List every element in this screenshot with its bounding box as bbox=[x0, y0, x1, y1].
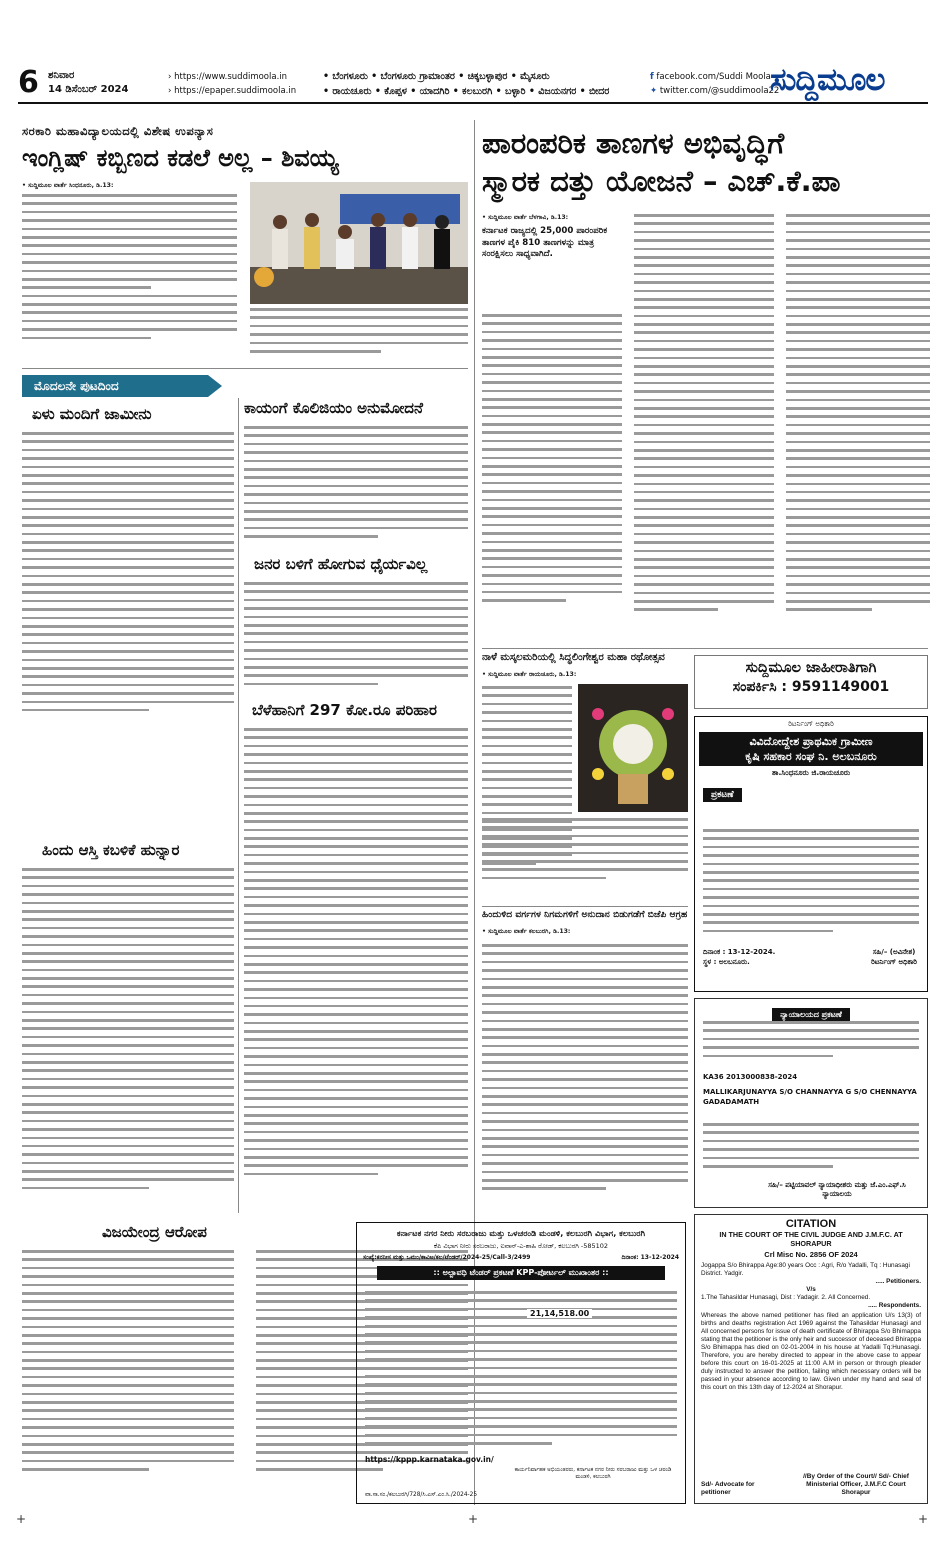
crop-mark-left: + bbox=[16, 1512, 27, 1526]
twitter-link[interactable]: ✦ twitter.com/@suddimoola22 bbox=[650, 86, 780, 96]
story-heritage-adoption bbox=[482, 124, 930, 644]
story-collegium bbox=[244, 400, 468, 550]
story-headline: ಇಂಗ್ಲಿಷ್ ಕಬ್ಬಿಣದ ಕಡಲೆ ಅಲ್ಲ – ಶಿವಯ್ಯ bbox=[22, 144, 339, 172]
facebook-link[interactable]: f facebook.com/Suddi Moola bbox=[650, 72, 771, 82]
edition-cities: • ಬೆಂಗಳೂರು • ಬೆಂಗಳೂರು ಗ್ರಾಮಾಂತರ • ಚಿಕ್ಕಬಳ್ಳಾಪುರ • ಮೈಸೂರು • ರಾಯಚೂರು • ಕೊಪ್ಪಳ • ಯಾದಗಿರಿ • ಕಲಬುರಗಿ • ಬಳ್ಳಾರಿ • ವಿಜಯನಗರ • ಬೀದರ bbox=[323, 71, 610, 97]
newspaper-logo[interactable]: ಸುದ್ದಿಮೂಲ bbox=[770, 62, 885, 98]
tender-amount: 21,14,518.00 bbox=[527, 1309, 592, 1318]
issue-date: ಶನಿವಾರ 14 ಡಿಸೆಂಬರ್ 2024 bbox=[48, 70, 129, 95]
story-hindu-property bbox=[22, 842, 234, 1214]
story-headline: ವಿಜಯೇಂದ್ರ ಆರೋಪ bbox=[102, 1223, 207, 1241]
notice-title: ವಿವಿದೋದ್ದೇಶ ಪ್ರಾಥಮಿಕ ಗ್ರಾಮೀಣ ಕೃಷಿ ಸಹಕಾರ ಸಂಘ ನಿ. ಅಲಬನೂರು bbox=[699, 732, 923, 766]
notice-badge: ನ್ಯಾಯಾಲಯದ ಪ್ರಕಟಣೆ bbox=[772, 1008, 850, 1022]
crop-mark-center: + bbox=[468, 1512, 479, 1526]
ad-phone[interactable]: 9591149001 bbox=[791, 679, 890, 695]
court-notice-kn: ನ್ಯಾಯಾಲಯದ ಪ್ರಕಟಣೆ KA36 2013000838-2024 MALLIKARJUNAYYA S/O CHANNAYYA G S/O CHENNAYYA GADADAMATH ಸಹಿ/– ಪಟ್ಟಿಯಾವಲ್ ನ್ಯಾಯಾಧೀಶರು ಮತ್ತು ಜೆ.ಎಂ.ಎಫ್.ಸಿ ನ್ಯಾಯಾಲಯ bbox=[694, 998, 928, 1208]
story-chariot-festival: ನಾಳೆ ಮಸ್ಕಲಮರಿಯಲ್ಲಿ ಸಿದ್ಧಲಿಂಗೇಶ್ವರ ಮಹಾ ರಥೋತ್ಸವ • ಸುದ್ದಿಮೂಲ ವಾರ್ತೆ ರಾಯಚೂರು, ಡಿ.13: bbox=[482, 652, 688, 902]
story-headline: ಪಾರಂಪರಿಕ ತಾಣಗಳ ಅಭಿವೃದ್ಧಿಗೆ ಸ್ಮಾರಕ ದತ್ತು ಯೋಜನೆ – ಎಚ್.ಕೆ.ಪಾ bbox=[482, 126, 841, 198]
story-headline: ಕಾಯಂಗೆ ಕೊಲಿಜಿಯಂ ಅನುಮೋದನೆ bbox=[244, 399, 423, 417]
citation-notice: CITATION IN THE COURT OF THE CIVIL JUDGE AND J.M.F.C. AT SHORAPUR Crl Misc No. 2856 OF 2024 Jogappa S/o Bhirappa Age:80 years Occ : Agri, R/o Yadalli, Tq : Hunasagi District. Yadgir. ..... Petitioners. V/s 1.The Tahasildar Hunasagi, Dist : Yadagir. 2. All Concerned. ..... Respondents. Whereas the above named petitioner has filed an application U/s 13(3) of births and deaths registration Act 1969 against the Tahasildar Hunasagi and All concerned persons for issue of death certificate of Bhirappa S/o Bhimappa stating that the petitioner is the only heir and successor of deceased Bhirappa S/o Bhimappa has died on 02-01-2004 in his house at Yadalli Tq:Hunasagi. Therefore, you are hereby directed to appear in the above case to appear before this court on 16-01-2025 at 11:00 A.M in person or through pleader duly instructed to answer the petition, failing which necessary orders will be passed in your absence according to law. Given under my hand and seal of this court on this 13th day of 12-2024 at Shorapur. Sd/- Advocate for petitioner //By Order of the Court// Sd/- Chief Ministerial Officer, J.M.F.C Court Shorapur bbox=[694, 1214, 928, 1504]
notice-badge: ಪ್ರಕಟಣೆ bbox=[703, 788, 742, 802]
story-no-courage bbox=[244, 556, 468, 696]
crop-mark-right: + bbox=[918, 1512, 929, 1526]
social-links bbox=[650, 70, 779, 98]
story-headline: ಬೆಳೆಹಾನಿಗೆ 297 ಕೋ.ರೂ ಪರಿಹಾರ bbox=[252, 701, 437, 719]
ad-phone-line: ಸಂಪರ್ಕಿಸಿ : 9591149001 bbox=[732, 679, 890, 695]
story-bjp-demand: ಹಿಂದುಳಿದ ವರ್ಗಗಳ ನಿಗಮಗಳಿಗೆ ಅನುದಾನ ಬಿಡುಗಡೆಗೆ ಬಿಜೆಪಿ ಆಗ್ರಹ • ಸುದ್ದಿಮೂಲ ವಾರ್ತೆ ಕಲಬುರಗಿ, ಡಿ.13: bbox=[482, 910, 688, 1218]
ad-contact-box[interactable] bbox=[694, 655, 928, 709]
column-divider bbox=[238, 398, 239, 1213]
event-photo bbox=[250, 182, 468, 304]
deity-photo-graphic bbox=[578, 684, 688, 812]
story-body-col2 bbox=[634, 214, 774, 644]
coop-election-notice: ರಿಟರ್ನಿಂಗ್ ಅಧಿಕಾರಿ ವಿವಿದೋದ್ದೇಶ ಪ್ರಾಥಮಿಕ ಗ್ರಾಮೀಣ ಕೃಷಿ ಸಹಕಾರ ಸಂಘ ನಿ. ಅಲಬನೂರು ತಾ.ಸಿಂಧನೂರು ಜಿ.ರಾಯಚೂರು ಪ್ರಕಟಣೆ ದಿನಾಂಕ : 13-12-2024. ಸ್ಥಳ : ಅಲಬನೂರು. ಸಹಿ/– (ಅವಿನೇಶ) ರಿಟರ್ನಿಂಗ್ ಅಧಿಕಾರಿ bbox=[694, 716, 928, 992]
photo-caption bbox=[250, 308, 468, 362]
tender-banner: :: ಅಲ್ಪಾವಧಿ ಟೆಂಡರ್ ಪ್ರಕಟಣೆ KPP-ಪೋರ್ಟಲ್ ಮುಖಾಂತರ :: bbox=[377, 1266, 665, 1280]
tender-notice: ಕರ್ನಾಟಕ ನಗರ ನೀರು ಸರಬರಾಜು ಮತ್ತು ಒಳಚರಂಡಿ ಮಂಡಳಿ, ಕಲಬುರಗಿ ವಿಭಾಗ, ಕಲಬುರಗಿ ಕೆಪಿ ವಿಭಾಗ ನೀರು ಸರಬರಾಜು, ಐವಾನ್‌-ಎ-ಶಾಹಿ ರೋಡ್, ಕಲಬುರಗಿ -585102 ಸಂಖ್ಯೆ:ಕನನೀಸ ಮತ್ತು ಒಮಂ/ಕಾವಿಅ/ಕಲ/ಟೆಂಡರ್/2024-25/Call-3/2499 ದಿನಾಂಕ: 13-12-2024 :: ಅಲ್ಪಾವಧಿ ಟೆಂಡರ್ ಪ್ರಕಟಣೆ KPP-ಪೋರ್ಟಲ್ ಮುಖಾಂತರ :: 21,14,518.00 https://kppp.karnataka.gov.in/ ಕಾರ್ಯನಿರ್ವಾಹಕ ಅಭಿಯಂತರರು, ಕರ್ನಾಟಕ ನಗರ ನೀರು ಸರಬರಾಜು ಮತ್ತು ಒಳ ಚರಂಡಿ ಮಂಡಳಿ, ಕಲಬುರಗಿ ವಾ.ಸಾ.ಸಂ./ಕಲಬುರಗಿ/728/ಸಿ.ಎಸ್.ಎಂ.ಸಿ./2024-25 bbox=[356, 1222, 686, 1504]
story-body-col3 bbox=[786, 214, 930, 644]
facebook-icon: f bbox=[650, 72, 654, 82]
site-url[interactable]: › https://www.suddimoola.in bbox=[168, 72, 288, 82]
section-continued-bar: ಮೊದಲನೇ ಪುಟದಿಂದ bbox=[22, 375, 208, 397]
story-english-lecture bbox=[22, 124, 468, 364]
event-photo-graphic bbox=[250, 182, 468, 304]
section-rule bbox=[482, 906, 688, 907]
section-rule bbox=[482, 648, 928, 649]
story-body: • ಸುದ್ದಿಮೂಲ ವಾರ್ತೆ ಸಿಂಧನೂರು, ಡಿ.13: bbox=[22, 182, 237, 362]
story-headline: ಹಿಂದುಳಿದ ವರ್ಗಗಳ ನಿಗಮಗಳಿಗೆ ಅನುದಾನ ಬಿಡುಗಡೆಗೆ ಬಿಜೆಪಿ ಆಗ್ರಹ bbox=[482, 909, 688, 920]
story-kicker: ಸರಕಾರಿ ಮಹಾವಿದ್ಯಾಲಯದಲ್ಲಿ ವಿಶೇಷ ಉಪನ್ಯಾಸ bbox=[22, 124, 214, 138]
ad-title: ಸುದ್ದಿಮೂಲ ಜಾಹೀರಾತಿಗಾಗಿ bbox=[745, 660, 877, 676]
section-rule bbox=[22, 368, 468, 369]
tender-url[interactable]: https://kppp.karnataka.gov.in/ bbox=[365, 1455, 494, 1464]
site-links bbox=[168, 70, 296, 98]
page-number: 6 bbox=[18, 65, 39, 100]
story-headline: ಜನರ ಬಳಿಗೆ ಹೋಗುವ ಧೈರ್ಯವಿಲ್ಲ bbox=[254, 555, 428, 573]
story-headline: ನಾಳೆ ಮಸ್ಕಲಮರಿಯಲ್ಲಿ ಸಿದ್ಧಲಿಂಗೇಶ್ವರ ಮಹಾ ರಥೋತ್ಸವ bbox=[482, 652, 665, 663]
twitter-icon: ✦ bbox=[650, 86, 658, 96]
story-bail bbox=[22, 406, 234, 736]
masthead bbox=[18, 62, 928, 104]
story-body-col1 bbox=[482, 314, 622, 644]
story-headline: ಏಳು ಮಂದಿಗೆ ಜಾಮೀನು bbox=[32, 405, 152, 423]
story-headline: ಹಿಂದು ಆಸ್ತಿ ಕಬಳಿಕೆ ಹುನ್ನಾರ bbox=[42, 841, 180, 859]
story-lead: • ಸುದ್ದಿಮೂಲ ವಾರ್ತೆ ಬೆಳಗಾವಿ, ಡಿ.13: ಕರ್ನಾಟಕ ರಾಜ್ಯದಲ್ಲಿ 25,000 ಪಾರಂಪರಿಕ ತಾಣಗಳ ಪೈಕಿ 810 ತಾಣಗಳನ್ನು ಮಾತ್ರ ಸಂರಕ್ಷಿಸಲು ಸಾಧ್ಯವಾಗಿದೆ. bbox=[482, 214, 608, 260]
deity-photo bbox=[578, 684, 688, 812]
epaper-url[interactable]: › https://epaper.suddimoola.in bbox=[168, 86, 297, 96]
story-crop-compensation bbox=[244, 702, 468, 1214]
